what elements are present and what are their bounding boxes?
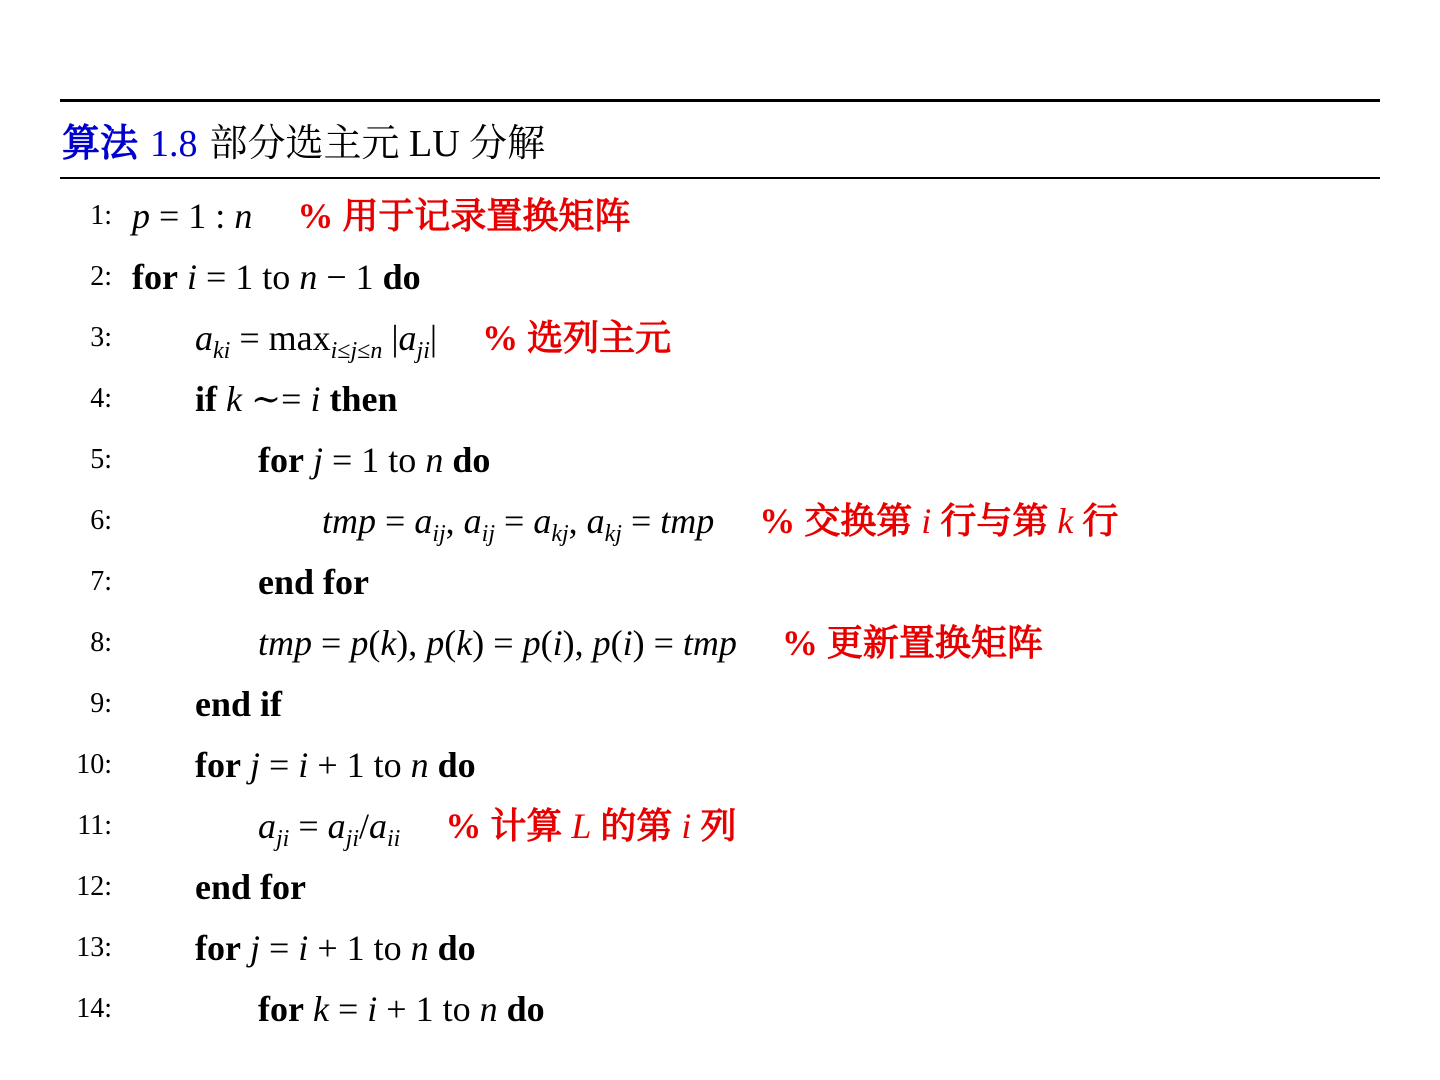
algorithm-line-2 <box>60 249 1380 305</box>
line-code: $a_{ji} = a_{ji}/a_{ii}$ % 计算 L 的第 i 列 <box>258 806 737 852</box>
algorithm-line-12 <box>60 859 1380 915</box>
line-number: 4: <box>90 383 112 414</box>
keyword-to: to <box>442 989 471 1029</box>
algorithm-line-6 <box>60 493 1380 549</box>
line-code: $a_{ki} = \max_{i\le j\le n} |a_{ji}|$ % 选列主元 <box>195 318 672 364</box>
line-number: 5: <box>90 444 112 475</box>
algorithm-line-11 <box>60 798 1380 854</box>
keyword-for: for <box>195 928 241 968</box>
line-number: 8: <box>90 627 112 658</box>
keyword-do: do <box>452 440 491 480</box>
line-number: 3: <box>90 322 112 353</box>
algorithm-line-1 <box>60 188 1380 244</box>
algorithm-line-13 <box>60 920 1380 976</box>
keyword-if: if <box>195 379 217 419</box>
line-code <box>258 554 369 610</box>
line-number: 14: <box>76 993 112 1024</box>
algorithm-title: 部分选主元 LU 分解 <box>209 123 546 165</box>
line-number: 11: <box>77 810 112 841</box>
algorithm-number: 1.8 <box>150 123 198 165</box>
keyword-end-if: end if <box>195 684 283 724</box>
line-code: tmp = $a_{ij}$, $a_{ij} = a_{kj}$, $a_{kj}$ = tmp % 交换第 i 行与第 k 行 <box>322 501 1119 547</box>
line-code <box>195 676 282 732</box>
algorithm-line-14 <box>60 981 1380 1037</box>
keyword-for: for <box>258 989 304 1029</box>
line-number: 10: <box>76 749 112 780</box>
algorithm-line-10 <box>60 737 1380 793</box>
algorithm-line-8 <box>60 615 1380 671</box>
keyword-then: then <box>329 379 398 419</box>
keyword-end-for: end for <box>258 562 369 602</box>
line-number: 2: <box>90 261 112 292</box>
line-number: 6: <box>90 505 112 536</box>
line-comment: % 更新置换矩阵 <box>781 623 1043 663</box>
line-code: for i = 1 to n − 1 do <box>132 257 421 297</box>
line-code: for k = i + 1 to n do <box>258 989 545 1029</box>
keyword-for: for <box>258 440 304 480</box>
algorithm-label: 算法 <box>62 123 139 165</box>
line-comment: % 用于记录置换矩阵 <box>297 196 631 236</box>
algorithm-line-9 <box>60 676 1380 732</box>
line-code: for j = i + 1 to n do <box>195 928 476 968</box>
line-number: 12: <box>76 871 112 902</box>
algorithm-line-4 <box>60 371 1380 427</box>
line-code: for j = 1 to n do <box>258 440 491 480</box>
keyword-do: do <box>506 989 545 1029</box>
algorithm-caption <box>62 116 545 172</box>
keyword-for: for <box>195 745 241 785</box>
line-number: 9: <box>90 688 112 719</box>
line-comment: % 交换第 i 行与第 k 行 <box>759 501 1119 541</box>
algorithm-line-5 <box>60 432 1380 488</box>
top-rule <box>60 99 1380 102</box>
line-code: if k ∼= i then <box>195 379 398 419</box>
line-number: 7: <box>90 566 112 597</box>
line-code: tmp = p(k), p(k) = p(i), p(i) = tmp % 更新置换矩阵 <box>258 623 1043 663</box>
keyword-to: to <box>373 928 402 968</box>
keyword-to: to <box>262 257 291 297</box>
keyword-end-for: end for <box>195 867 306 907</box>
line-code: p = 1 : n % 用于记录置换矩阵 <box>132 196 631 236</box>
line-number: 1: <box>90 200 112 231</box>
keyword-for: for <box>132 257 178 297</box>
line-comment: % 计算 L 的第 i 列 <box>445 806 737 846</box>
algorithm-line-3 <box>60 310 1380 366</box>
keyword-to: to <box>388 440 417 480</box>
line-comment: % 选列主元 <box>482 318 672 358</box>
keyword-do: do <box>382 257 421 297</box>
line-code <box>195 859 306 915</box>
max-operator: max <box>268 318 331 358</box>
keyword-do: do <box>437 928 476 968</box>
keyword-to: to <box>373 745 402 785</box>
keyword-do: do <box>437 745 476 785</box>
line-code: for j = i + 1 to n do <box>195 745 476 785</box>
caption-rule <box>60 177 1380 179</box>
algorithm-line-7 <box>60 554 1380 610</box>
line-number: 13: <box>76 932 112 963</box>
